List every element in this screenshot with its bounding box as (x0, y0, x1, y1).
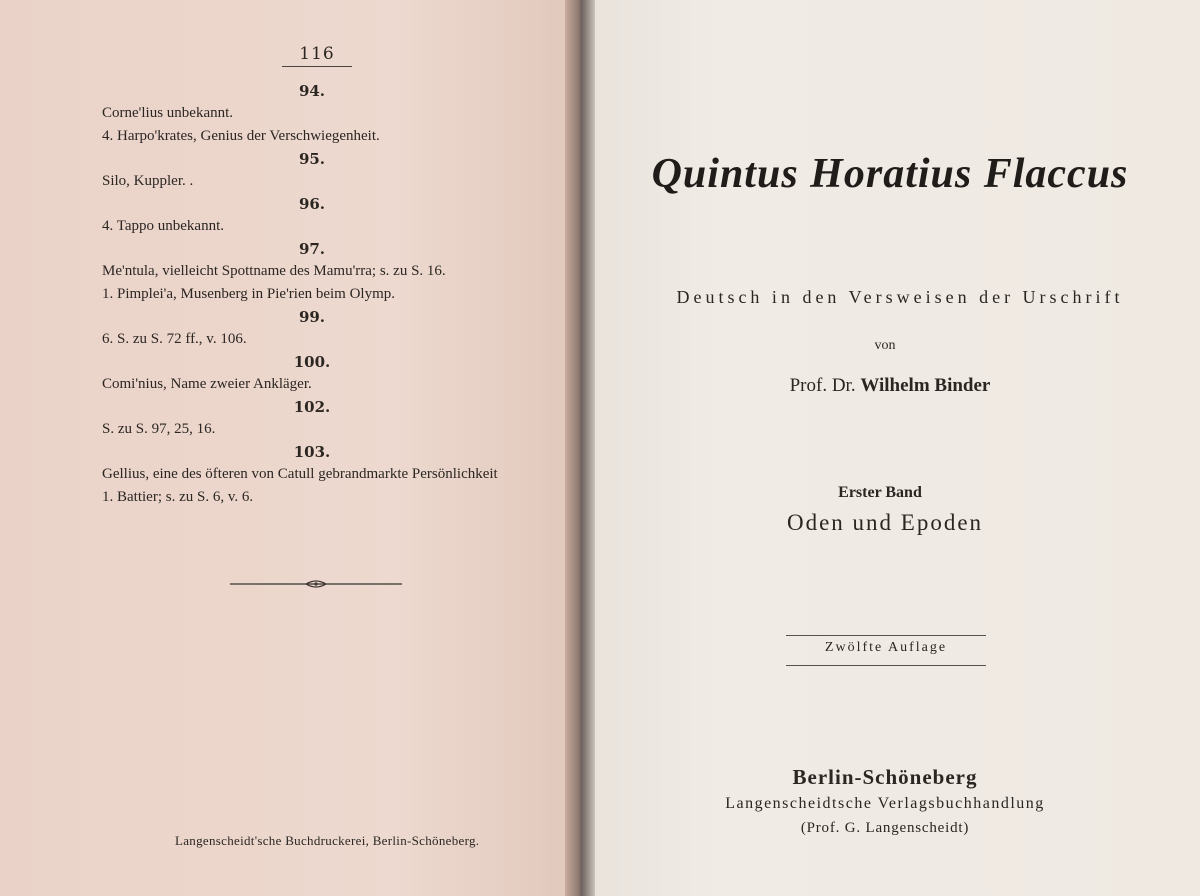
note-line: 4. Harpo'krates, Genius der Verschwiegenheit. (102, 128, 380, 144)
note-line: Me'ntula, vielleicht Spottname des Mamu'rra; s. zu S. 16. (102, 263, 446, 279)
note-group (102, 193, 562, 238)
ornament-divider-icon (230, 578, 402, 590)
note-number: 99. (298, 308, 326, 326)
note-group (102, 441, 562, 509)
author (720, 375, 1060, 397)
edition-rule-bottom (786, 665, 986, 666)
author-prefix: Prof. Dr. (789, 375, 856, 396)
note-line: 6. S. zu S. 72 ff., v. 106. (102, 331, 247, 347)
note-group (102, 148, 562, 193)
note-number: 100. (293, 353, 331, 371)
note-line: Silo, Kuppler. . (102, 173, 194, 189)
page-number: 116 (299, 44, 335, 64)
note-group (102, 396, 562, 441)
note-line: Corne'lius unbekannt. (102, 105, 234, 121)
note-number: 103. (293, 443, 331, 461)
note-line: Gellius, eine des öfteren von Catull gebrandmarkte Persönlichkeit (102, 466, 498, 482)
volume-label: Erster Band (838, 484, 922, 501)
book-title: Quintus Horatius Flaccus (651, 151, 1129, 197)
edition-label: Zwölfte Auflage (824, 640, 948, 655)
publisher-name: Langenscheidtsche Verlagsbuchhandlung (725, 795, 1045, 812)
notes-list (102, 80, 562, 509)
book-subtitle: Deutsch in den Versweisen der Urschrift (676, 287, 1124, 307)
note-group (102, 306, 562, 351)
note-group (102, 351, 562, 396)
printer-imprint: Langenscheidt'sche Buchdruckerei, Berlin-Schöneberg. (175, 833, 480, 848)
note-line: S. zu S. 97, 25, 16. (102, 421, 216, 437)
note-line: 4. Tappo unbekannt. (102, 218, 224, 234)
note-line: 1. Pimplei'a, Musenberg in Pie'rien beim Olymp. (102, 286, 396, 302)
work-title: Oden und Epoden (786, 510, 984, 535)
publisher-city: Berlin-Schöneberg (792, 765, 978, 789)
by-word: von (874, 338, 896, 353)
note-number: 95. (298, 150, 326, 168)
note-group (102, 238, 562, 306)
note-line: Comi'nius, Name zweier Ankläger. (102, 376, 312, 392)
note-number: 97. (298, 240, 326, 258)
note-number: 96. (298, 195, 326, 213)
left-page (0, 0, 565, 896)
note-group (102, 80, 562, 148)
edition-rule-top (786, 635, 986, 636)
publisher-owner: (Prof. G. Langenscheidt) (800, 820, 970, 836)
note-line: 1. Battier; s. zu S. 6, v. 6. (102, 489, 254, 505)
author-name: Wilhelm Binder (860, 375, 991, 396)
book-gutter (565, 0, 595, 896)
page-number-rule (282, 66, 352, 67)
note-number: 102. (293, 398, 331, 416)
note-number: 94. (298, 82, 326, 100)
right-page (595, 0, 1200, 896)
